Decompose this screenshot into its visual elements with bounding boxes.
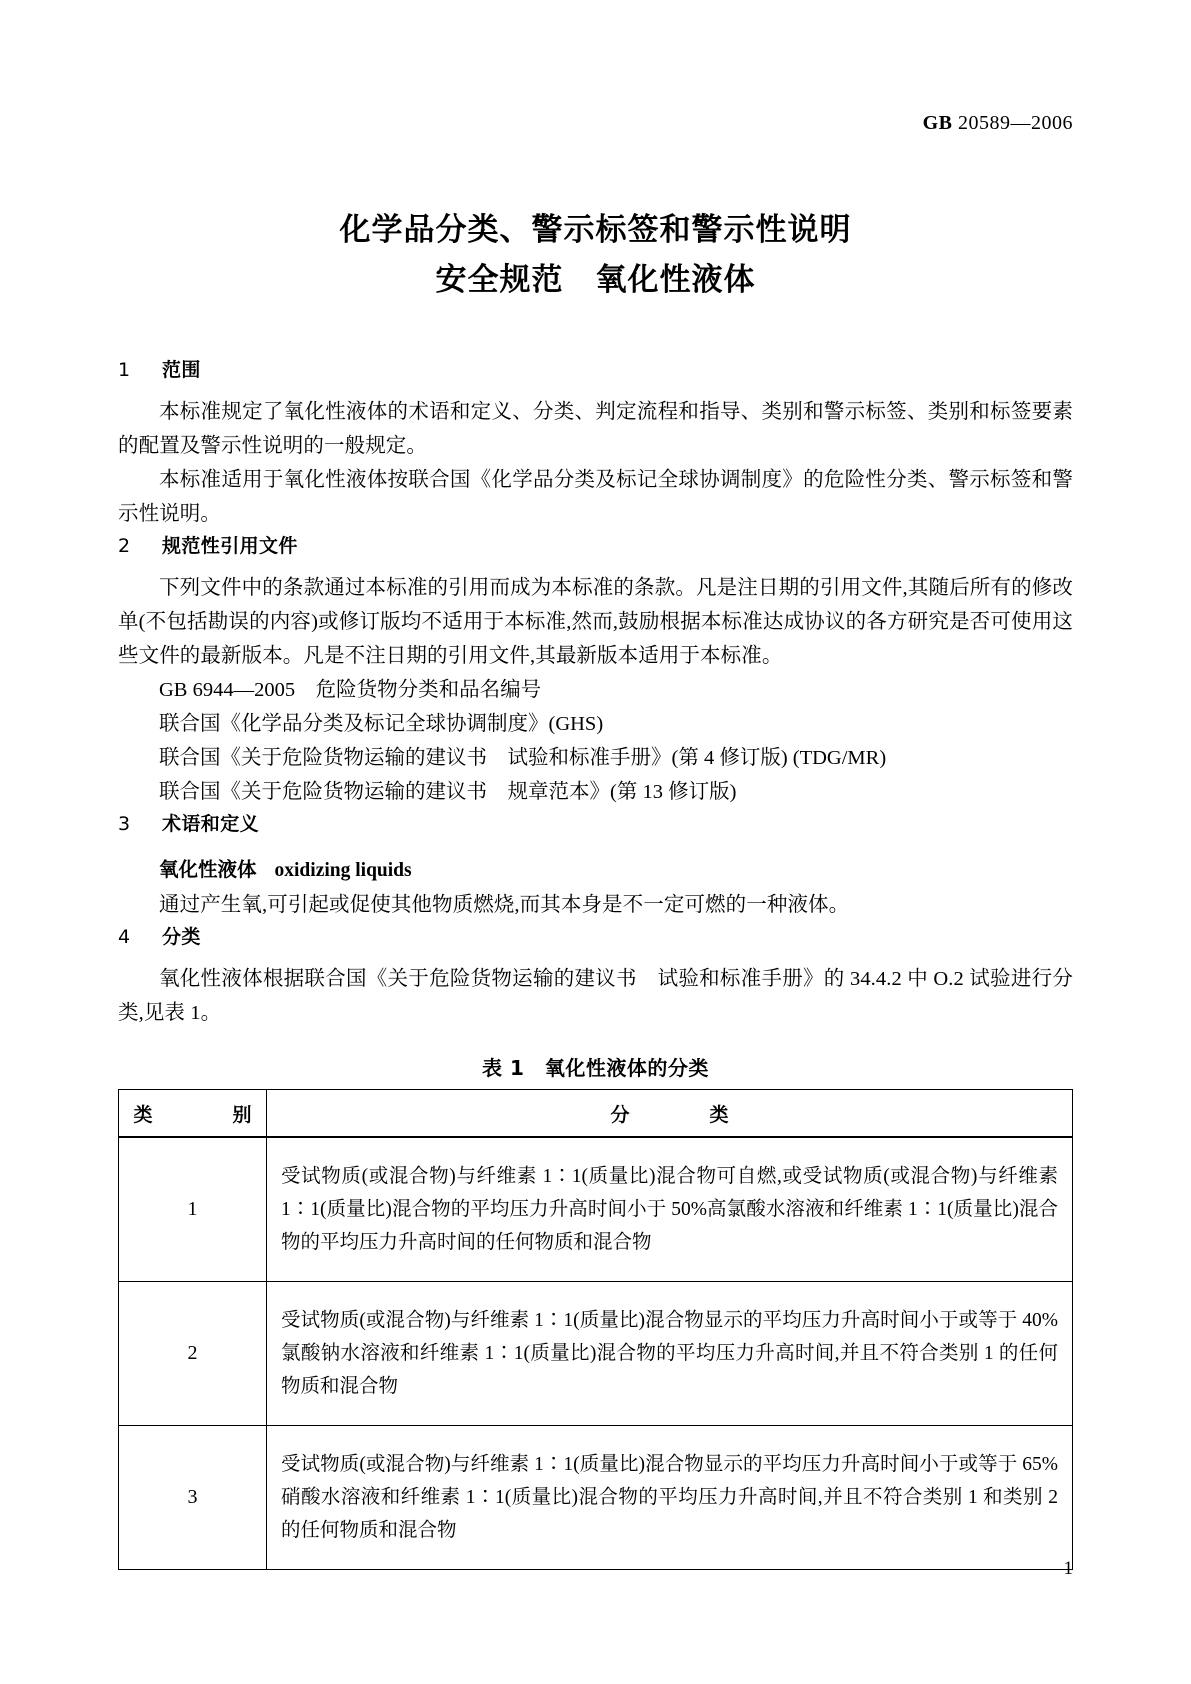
normative-reference-1: GB 6944—2005 危险货物分类和品名编号	[159, 679, 542, 701]
standard-prefix: GB	[922, 112, 953, 134]
table-row	[119, 1137, 1073, 1282]
clause-heading-2	[118, 531, 1073, 561]
term-chinese: 氧化性液体	[159, 858, 257, 881]
scope-paragraph-2: 本标准适用于氧化性液体按联合国《化学品分类及标记全球协调制度》的危险性分类、警示标签和警示性说明。	[118, 469, 1073, 525]
title-line-1: 化学品分类、警示标签和警示性说明	[339, 212, 852, 248]
cell-description: 受试物质(或混合物)与纤维素 1∶1(质量比)混合物显示的平均压力升高时间小于或等于 65%硝酸水溶液和纤维素 1∶1(质量比)混合物的平均压力升高时间,并且不符合类别 1 和类别 2 的任何物质和混合物	[267, 1426, 1073, 1570]
standard-number: 20589—2006	[952, 112, 1073, 134]
term-entry	[118, 853, 1073, 888]
table-body	[119, 1137, 1073, 1570]
term-definition: 通过产生氧,可引起或促使其他物质燃烧,而其本身是不一定可燃的一种液体。	[159, 894, 850, 916]
cell-category: 3	[119, 1426, 267, 1570]
column-header-classification: 分 类	[267, 1090, 1073, 1138]
table-row	[119, 1426, 1073, 1570]
clause-number-1: 1	[118, 359, 131, 381]
clause-title-2: 规范性引用文件	[162, 535, 298, 557]
clause-number-2: 2	[118, 535, 131, 557]
term-english: oxidizing liquids	[274, 860, 412, 881]
classification-table	[118, 1089, 1073, 1570]
normative-reference-3: 联合国《关于危险货物运输的建议书 试验和标准手册》(第 4 修订版) (TDG/MR)	[159, 747, 887, 769]
normative-paragraph: 下列文件中的条款通过本标准的引用而成为本标准的条款。凡是注日期的引用文件,其随后所有的修改单(不包括勘误的内容)或修订版均不适用于本标准,然而,鼓励根据本标准达成协议的各方研究是否可使用这些文件的最新版本。凡是不注日期的引用文件,其最新版本适用于本标准。	[118, 577, 1073, 667]
page-number: 1	[1063, 1558, 1073, 1579]
table-row	[119, 1282, 1073, 1426]
cell-description: 受试物质(或混合物)与纤维素 1∶1(质量比)混合物显示的平均压力升高时间小于或等于 40%氯酸钠水溶液和纤维素 1∶1(质量比)混合物的平均压力升高时间,并且不符合类别 1 的任何物质和混合物	[267, 1282, 1073, 1426]
column-header-category: 类 别	[119, 1090, 267, 1138]
classification-intro: 氧化性液体根据联合国《关于危险货物运输的建议书 试验和标准手册》的 34.4.2 中 O.2 试验进行分类,见表 1。	[118, 968, 1073, 1024]
clause-heading-4	[118, 922, 1073, 952]
clause-title-3: 术语和定义	[162, 813, 260, 835]
clause-heading-1	[118, 355, 1073, 385]
document-body	[118, 355, 1073, 1570]
table-header	[119, 1090, 1073, 1138]
clause-title-1: 范围	[162, 359, 201, 381]
clause-number-3: 3	[118, 813, 131, 835]
table-caption: 表 1 氧化性液体的分类	[482, 1056, 709, 1080]
title-line-2: 安全规范 氧化性液体	[435, 262, 756, 298]
table-header-row	[119, 1090, 1073, 1138]
page-title	[0, 205, 1191, 305]
scope-paragraph-1: 本标准规定了氧化性液体的术语和定义、分类、判定流程和指导、类别和警示标签、类别和标签要素的配置及警示性说明的一般规定。	[118, 401, 1073, 457]
cell-description: 受试物质(或混合物)与纤维素 1∶1(质量比)混合物可自燃,或受试物质(或混合物)与纤维素 1∶1(质量比)混合物的平均压力升高时间小于 50%高氯酸水溶液和纤维素 1∶1(质量比)混合物的平均压力升高时间的任何物质和混合物	[267, 1137, 1073, 1282]
running-header	[923, 112, 1073, 135]
clause-title-4: 分类	[162, 926, 201, 948]
clause-number-4: 4	[118, 926, 131, 948]
normative-reference-4: 联合国《关于危险货物运输的建议书 规章范本》(第 13 修订版)	[159, 781, 737, 803]
clause-heading-3	[118, 809, 1073, 839]
normative-reference-2: 联合国《化学品分类及标记全球协调制度》(GHS)	[159, 713, 604, 735]
cell-category: 2	[119, 1282, 267, 1426]
cell-category: 1	[119, 1137, 267, 1282]
